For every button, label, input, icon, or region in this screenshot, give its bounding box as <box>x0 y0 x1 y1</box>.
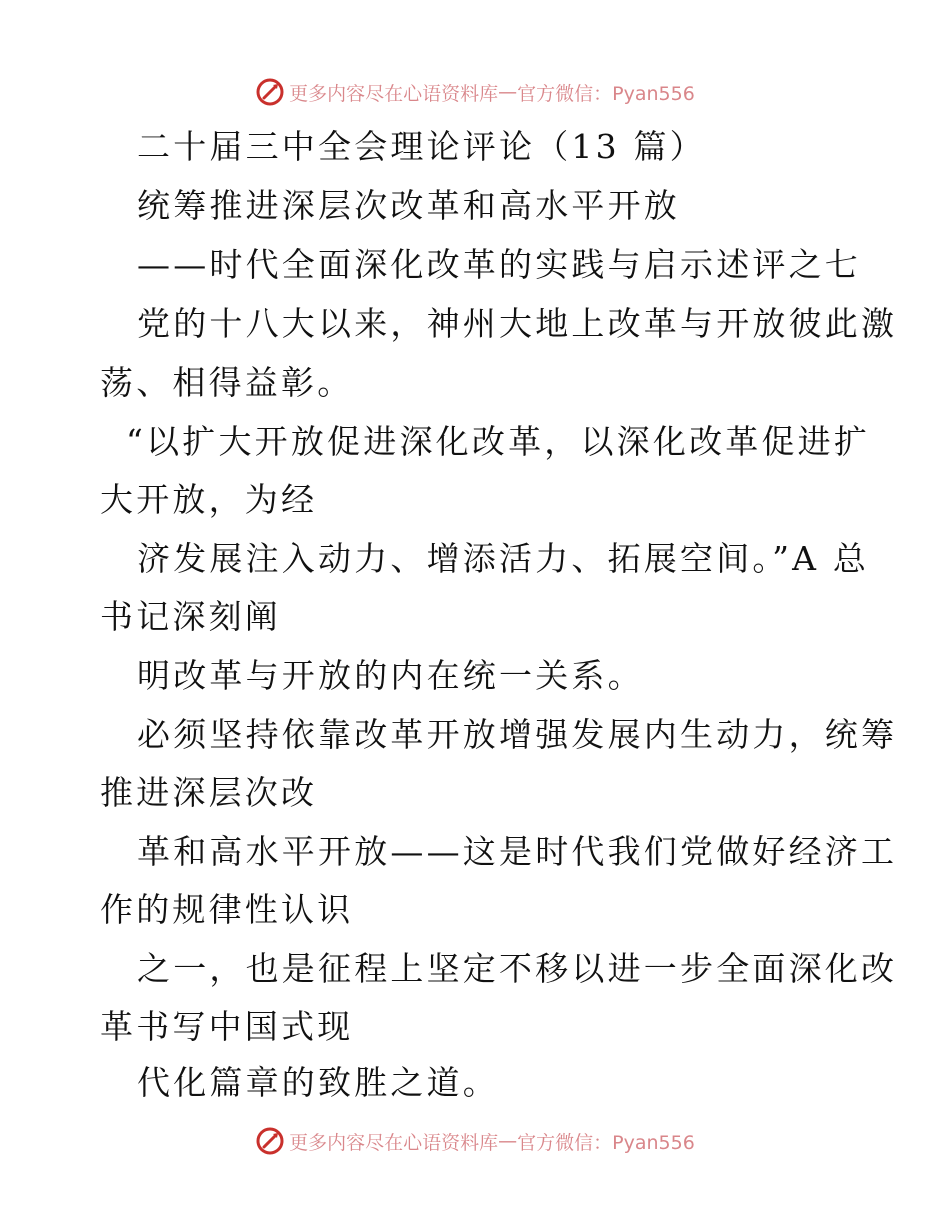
watermark-text: 更多内容尽在心语资料库 <box>289 82 499 105</box>
watermark-separator: — <box>498 81 518 103</box>
paragraph-line: 作的规律性认识 <box>100 890 354 929</box>
subheadline: ——时代全面深化改革的实践与启示述评之七 <box>137 245 861 284</box>
header-watermark <box>0 72 950 112</box>
paragraph-line: 济发展注入动力、增添活力、拓展空间。”A 总 <box>137 539 870 578</box>
logo-icon <box>255 1126 285 1156</box>
paragraph-line: 代化篇章的致胜之道。 <box>137 1063 499 1102</box>
paragraph-line: 大开放，为经 <box>100 480 318 519</box>
paragraph-line: 党的十八大以来，神州大地上改革与开放彼此激 <box>137 304 898 343</box>
logo-icon <box>255 77 285 107</box>
paragraph-line: 必须坚持依靠改革开放增强发展内生动力，统筹 <box>137 715 898 754</box>
paragraph-line: 推进深层次改 <box>100 773 318 812</box>
footer-watermark <box>0 1121 950 1161</box>
paragraph-line: “以扩大开放促进深化改革，以深化改革促进扩 <box>126 422 871 461</box>
watermark-contact: 官方微信：Pyan556 <box>517 82 695 105</box>
watermark-text: 更多内容尽在心语资料库 <box>289 1131 499 1154</box>
watermark-separator: — <box>498 1130 518 1152</box>
paragraph-line: 之一，也是征程上坚定不移以进一步全面深化改 <box>137 949 898 988</box>
paragraph-line: 明改革与开放的内在统一关系。 <box>137 656 644 695</box>
watermark-contact: 官方微信：Pyan556 <box>517 1131 695 1154</box>
paragraph-line: 书记深刻阐 <box>100 597 281 636</box>
paragraph-line: 革和高水平开放——这是时代我们党做好经济工 <box>137 832 898 871</box>
document-title: 二十届三中全会理论评论（13 篇） <box>137 127 706 166</box>
paragraph-line: 荡、相得益彰。 <box>100 363 354 402</box>
headline: 统筹推进深层次改革和高水平开放 <box>137 186 680 225</box>
paragraph-line: 革书写中国式现 <box>100 1007 354 1046</box>
